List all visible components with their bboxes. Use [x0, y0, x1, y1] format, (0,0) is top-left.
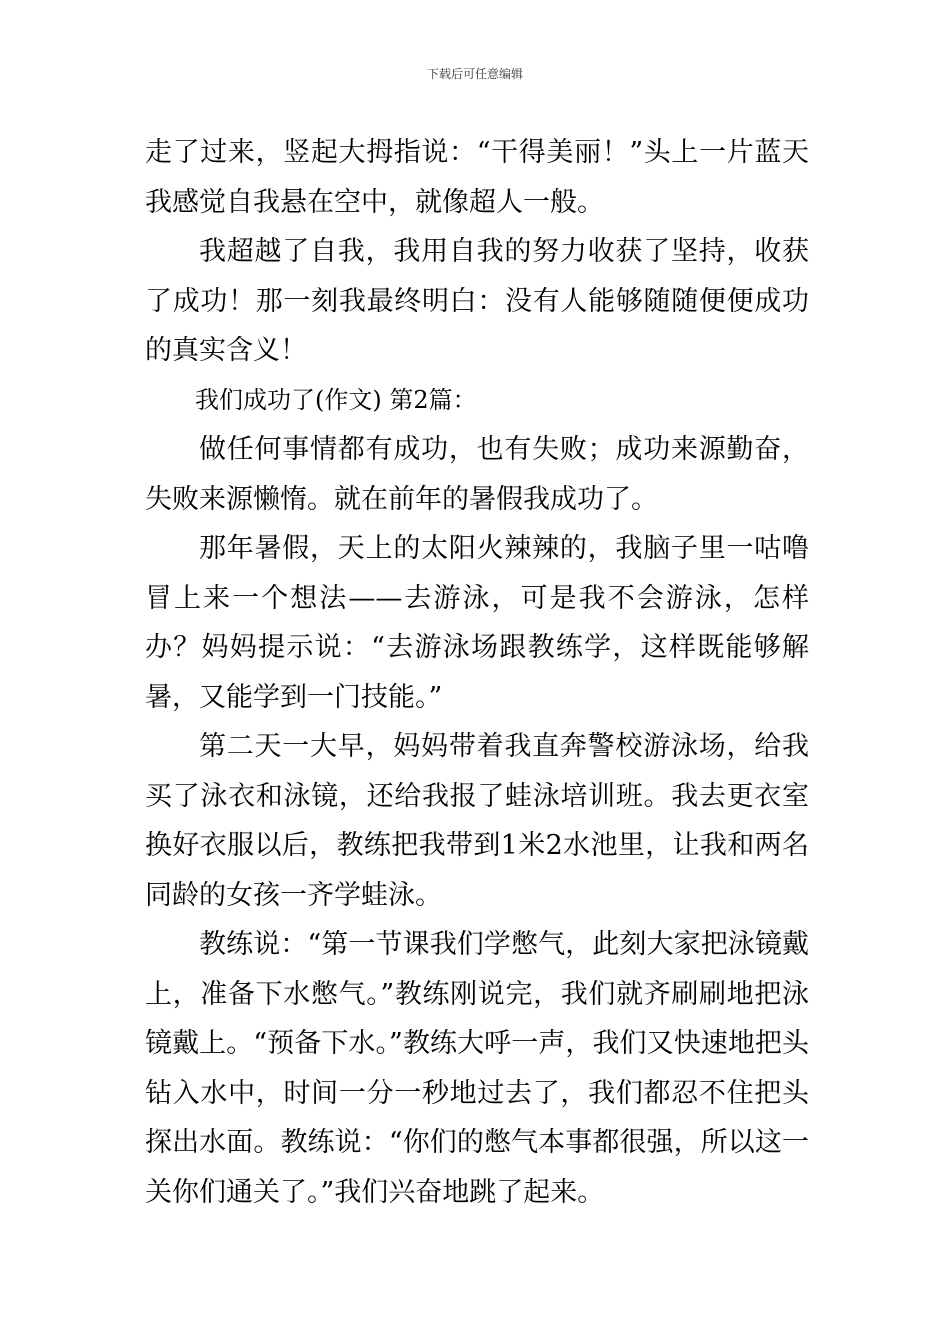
paragraph-3: 做任何事情都有成功，也有失败；成功来源勤奋，失败来源懒惰。就在前年的暑假我成功了。: [145, 434, 809, 515]
paragraph-5: 第二天一大早，妈妈带着我直奔警校游泳场，给我买了泳衣和泳镜，还给我报了蛙泳培训班。我去更衣室换好衣服以后，教练把我带到1米2水池里，让我和两名同龄的女孩一齐学蛙泳。: [145, 731, 809, 911]
paragraph-2: 我超越了自我，我用自我的努力收获了坚持，收获了成功！那一刻我最终明白：没有人能够随随便便成功的真实含义！: [145, 236, 809, 366]
page-header-note: 下载后可任意编辑: [426, 67, 523, 81]
document-body: [145, 128, 809, 1217]
section-heading: 我们成功了(作文) 第2篇：: [195, 385, 477, 414]
paragraph-6: 教练说：“第一节课我们学憋气，此刻大家把泳镜戴上，准备下水憋气。”教练刚说完，我们就齐刷刷地把泳镜戴上。“预备下水。”教练大呼一声，我们又快速地把头钻入水中，时间一分一秒地过去了，我们都忍不住把头探出水面。教练说：“你们的憋气本事都很强，所以这一关你们通关了。”我们兴奋地跳了起来。: [145, 929, 809, 1208]
paragraph-4: 那年暑假，天上的太阳火辣辣的，我脑子里一咕噜冒上来一个想法——去游泳，可是我不会游泳，怎样办？妈妈提示说：“去游泳场跟教练学，这样既能够解暑，又能学到一门技能。”: [145, 533, 809, 713]
paragraph-1: 走了过来，竖起大拇指说：“干得美丽！”头上一片蓝天我感觉自我悬在空中，就像超人一般。: [145, 137, 809, 218]
